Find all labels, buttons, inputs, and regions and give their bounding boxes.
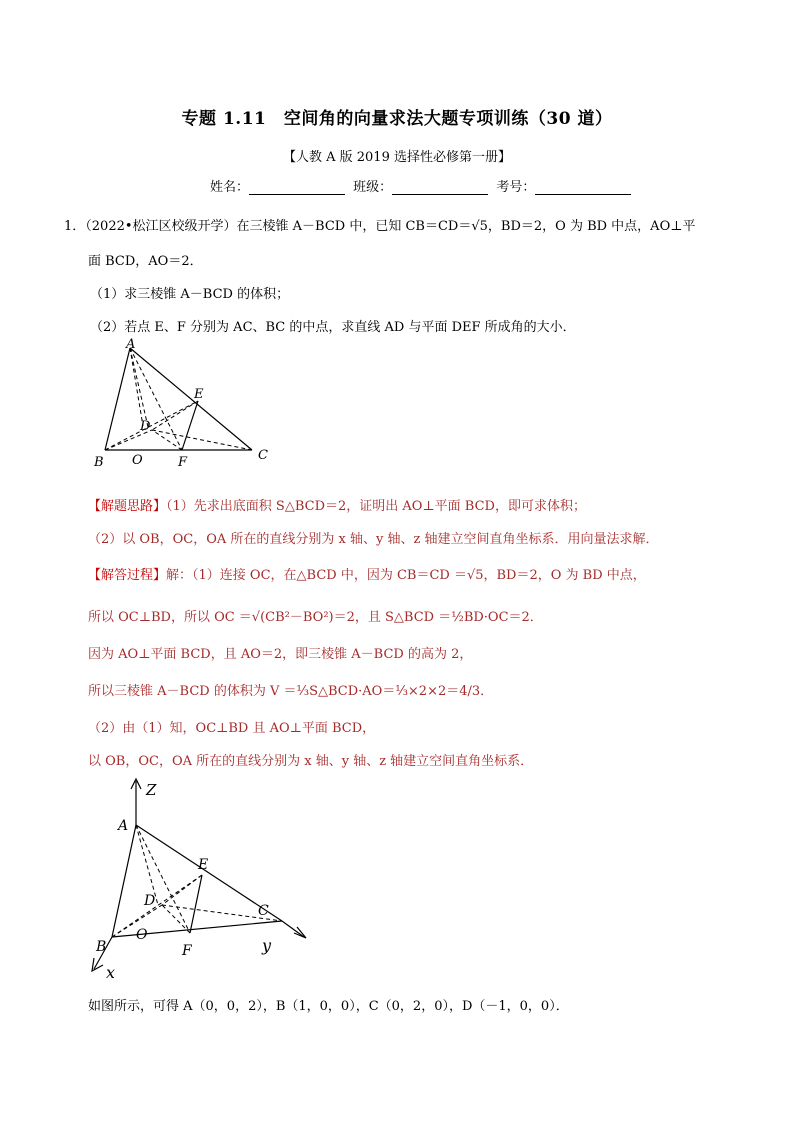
solution-step-2: 所以 OC⊥BD，所以 OC ＝√(CB²－BO²)＝2，且 S△BCD ＝½BD·OC＝2． bbox=[88, 610, 543, 625]
solution-label: 【解答过程】 bbox=[88, 568, 167, 583]
fig2-axis-y: y bbox=[262, 936, 272, 955]
fig2-axis-x: x bbox=[106, 963, 116, 982]
problem-statement-1: （2022•松江区校级开学）在三棱锥 A－BCD 中，已知 CB＝CD＝√5，BD＝2，O 为 BD 中点，AO⊥平 bbox=[85, 219, 696, 234]
fig2-point-b: B bbox=[96, 939, 107, 955]
fig1-point-a: A bbox=[126, 338, 136, 352]
fig2-axis-z: Z bbox=[146, 781, 157, 799]
page-title: 专题 1.11 空间角的向量求法大题专项训练（30 道） bbox=[181, 109, 613, 129]
analysis-text-1: （1）先求出底面积 S△BCD＝2，证明出 AO⊥平面 BCD，即可求体积； bbox=[166, 499, 586, 514]
fig1-point-d: D bbox=[140, 419, 151, 434]
solution-step-6: 以 OB，OC，OA 所在的直线分别为 x 轴、y 轴、z 轴建立空间直角坐标系． bbox=[88, 754, 534, 769]
fig1-point-b: B bbox=[94, 455, 104, 470]
solution-step-5: （2）由（1）知，OC⊥BD 且 AO⊥平面 BCD， bbox=[88, 721, 376, 736]
page-subtitle: 【人教 A 版 2019 选择性必修第一册】 bbox=[282, 150, 511, 165]
fig2-point-o: O bbox=[136, 927, 148, 943]
fig1-point-c: C bbox=[258, 448, 268, 463]
solution-step-1: 解：（1）连接 OC，在△BCD 中，因为 CB＝CD ＝√5，BD＝2，O 为 BD 中点， bbox=[166, 568, 646, 583]
fig2-point-e: E bbox=[198, 857, 209, 873]
fig1-point-e: E bbox=[194, 387, 204, 402]
class-label: 班级： bbox=[353, 180, 393, 195]
fig2-point-f: F bbox=[182, 943, 192, 959]
tetrahedron-figure-2 bbox=[86, 775, 316, 985]
problem-line-1 bbox=[64, 215, 695, 234]
fig1-point-o: O bbox=[132, 453, 143, 468]
fig2-point-a: A bbox=[118, 818, 129, 834]
problem-statement-2: 面 BCD，AO＝2． bbox=[88, 254, 203, 269]
fig2-point-c: C bbox=[258, 903, 269, 919]
solution-line-1 bbox=[88, 564, 646, 583]
question-1: （1）求三棱锥 A－BCD 的体积； bbox=[90, 287, 290, 302]
name-blank[interactable] bbox=[249, 180, 345, 195]
solution-step-4: 所以三棱锥 A－BCD 的体积为 V ＝⅓S△BCD·AO＝⅓×2×2＝4/3． bbox=[88, 684, 494, 699]
fig1-point-f: F bbox=[178, 455, 188, 470]
problem-number: 1． bbox=[64, 219, 86, 234]
fig2-point-d: D bbox=[144, 893, 156, 909]
name-label: 姓名： bbox=[210, 180, 250, 195]
analysis-text-2: （2）以 OB，OC，OA 所在的直线分别为 x 轴、y 轴、z 轴建立空间直角坐标系．用向量法求解． bbox=[88, 532, 659, 547]
solution-step-3: 因为 AO⊥平面 BCD，且 AO＝2，即三棱锥 A－BCD 的高为 2， bbox=[88, 647, 473, 662]
solution-step-7: 如图所示，可得 A（0，0，2），B（1，0，0），C（0，2，0），D（－1，0，0）． bbox=[88, 999, 569, 1014]
exam-blank[interactable] bbox=[535, 180, 631, 195]
question-2: （2）若点 E、F 分别为 AC、BC 的中点，求直线 AD 与平面 DEF 所成角的大小． bbox=[90, 320, 576, 335]
student-info-bar bbox=[210, 176, 635, 195]
analysis-label: 【解题思路】 bbox=[88, 499, 167, 514]
class-blank[interactable] bbox=[392, 180, 488, 195]
exam-label: 考号： bbox=[496, 180, 536, 195]
tetrahedron-figure-1 bbox=[90, 338, 290, 470]
analysis-line-1 bbox=[88, 495, 586, 514]
